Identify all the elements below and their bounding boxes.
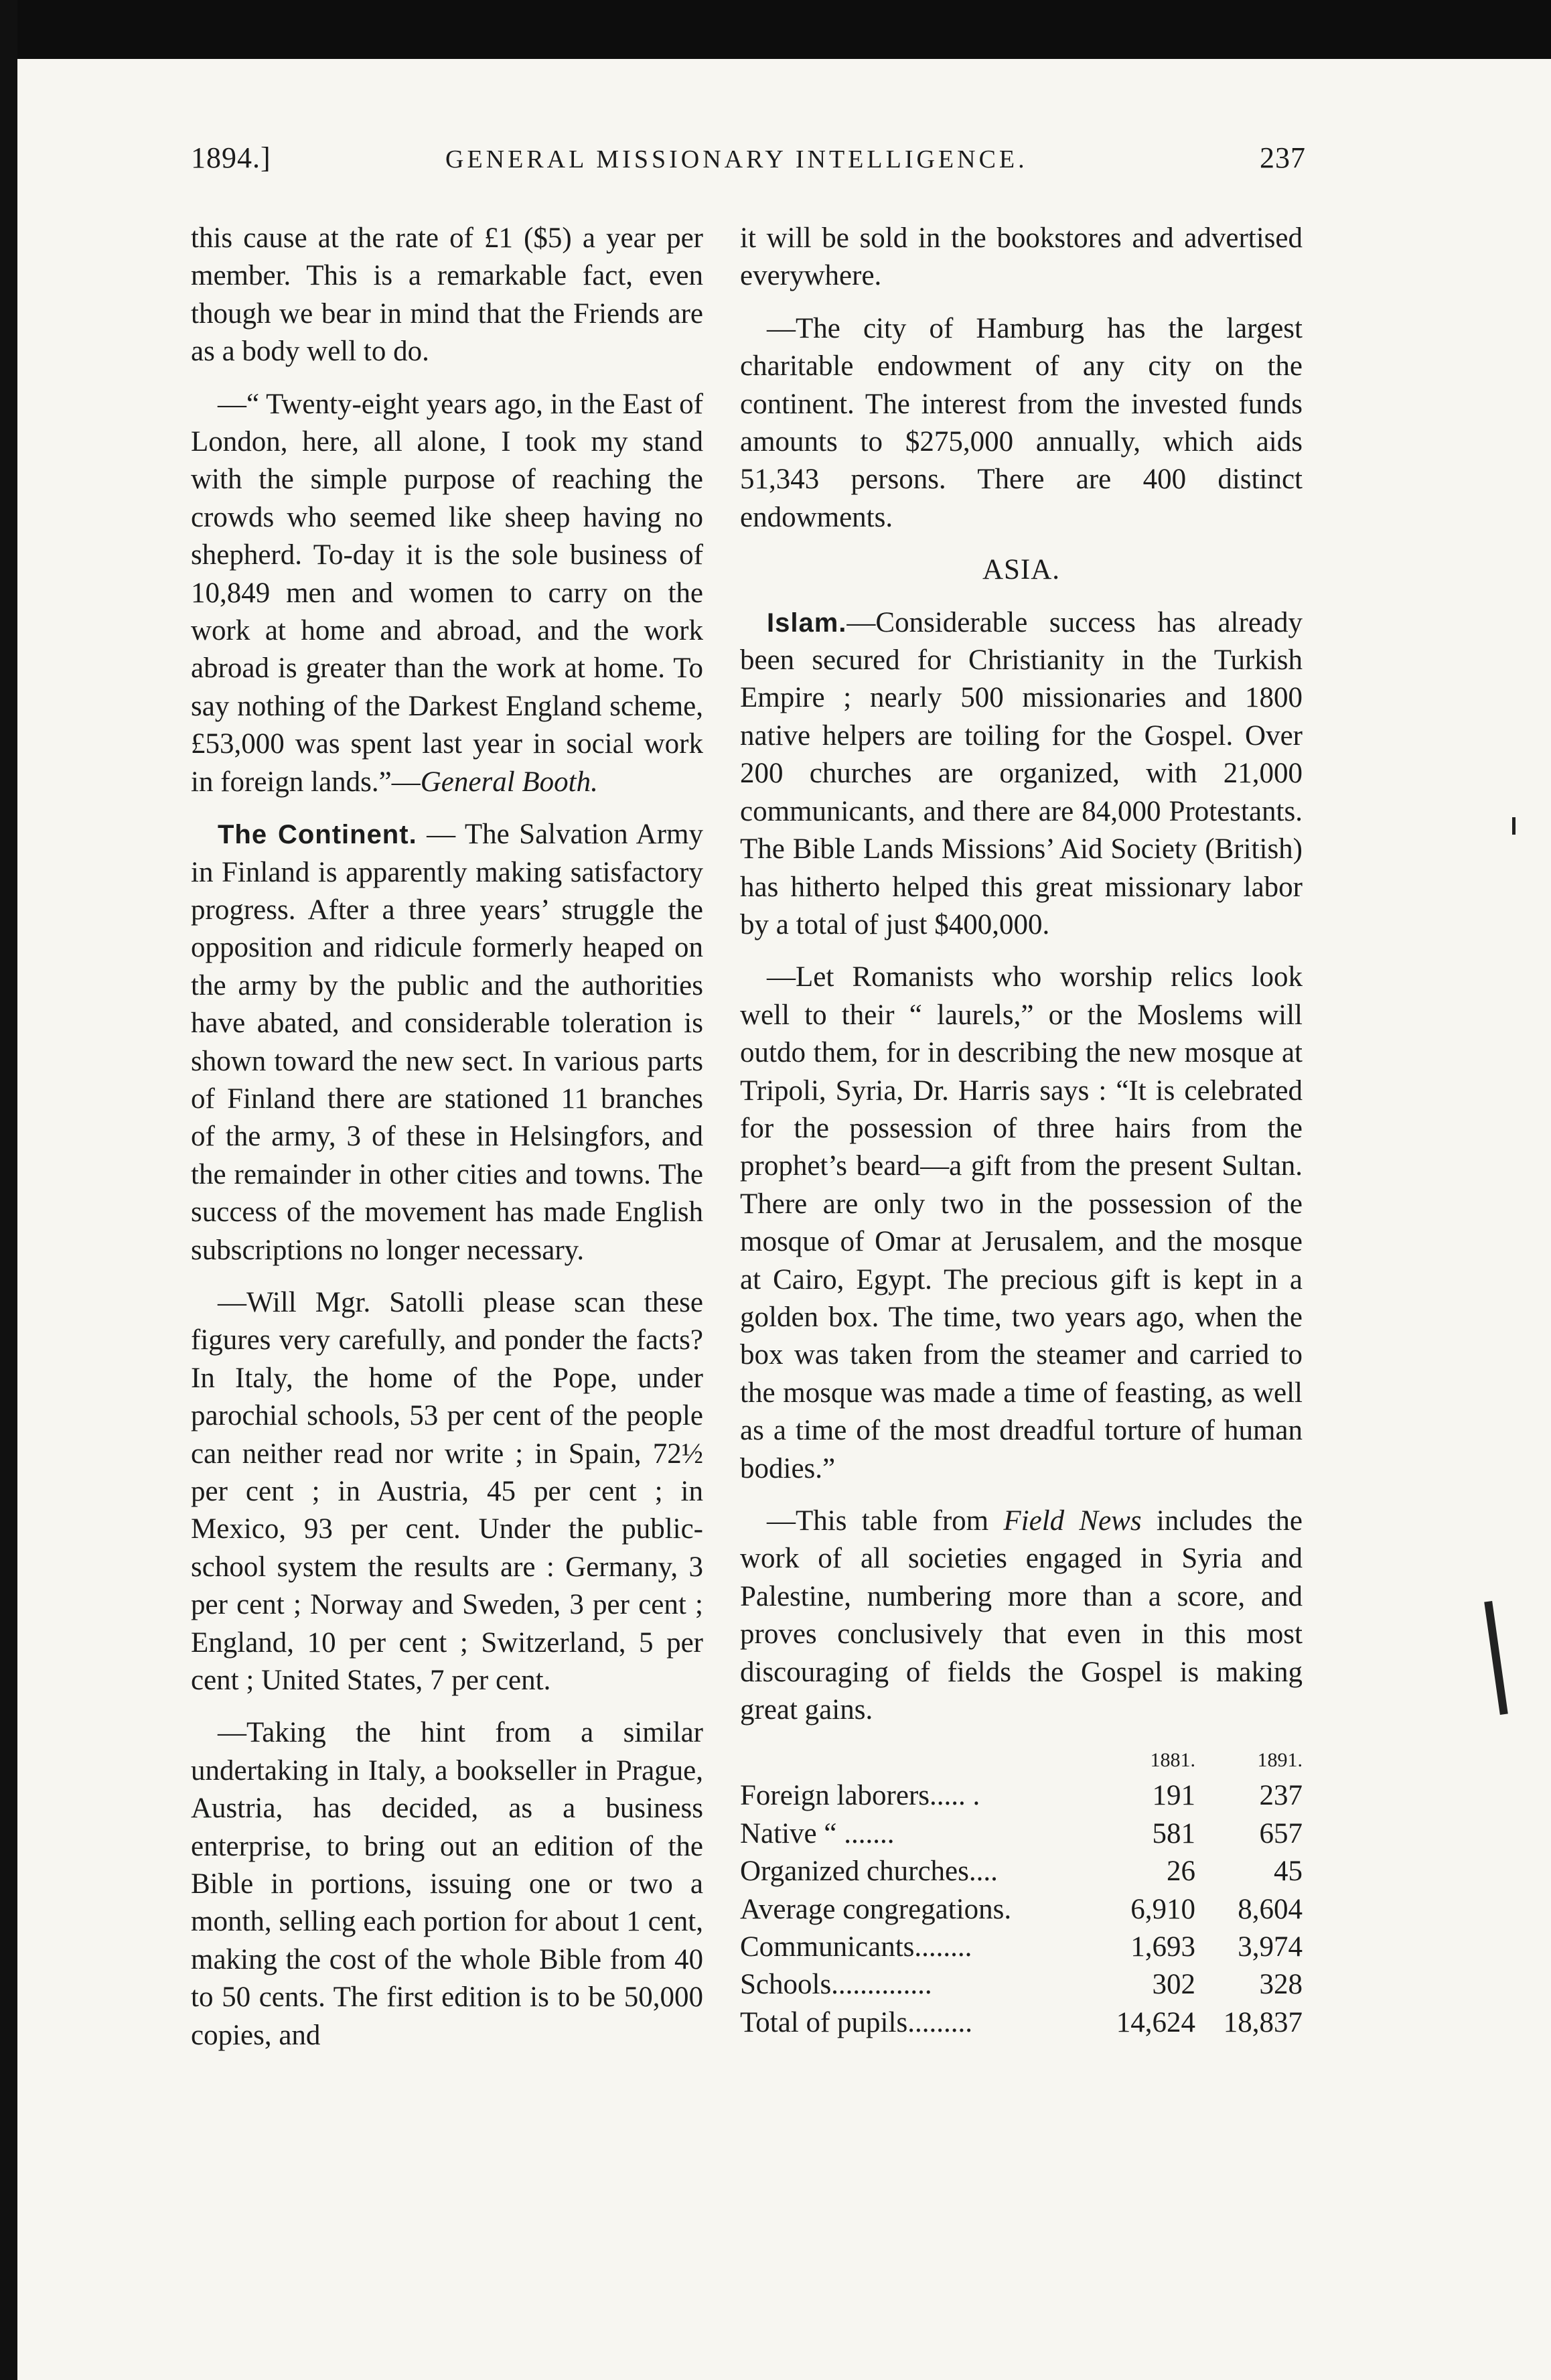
paragraph-hamburg: —The city of Hamburg has the largest charitable endowment of any city on the continent. The interest from the invested funds amounts to $275,000 annually, which aids 51,343 persons. There are 400 distinct endowments. xyxy=(740,312,1303,533)
value-1881: 14,624 xyxy=(1116,2006,1195,2038)
row-label: Organized churches.... xyxy=(740,1856,998,1888)
page-number: 237 xyxy=(1260,141,1306,174)
value-1881: 1,693 xyxy=(1130,1931,1195,1963)
header-title: GENERAL MISSIONARY INTELLIGENCE. xyxy=(445,145,1028,173)
field-news-source: Field News xyxy=(1003,1505,1142,1537)
scan-binding-mark xyxy=(1484,1601,1508,1715)
booth-author: General Booth. xyxy=(420,766,598,798)
value-1891: 657 xyxy=(1259,1817,1303,1849)
paragraph-bible-continued: it will be sold in the bookstores and advertised everywhere. xyxy=(740,222,1303,292)
value-1881: 302 xyxy=(1152,1969,1195,2001)
table-header-blank xyxy=(740,1744,1088,1777)
value-1891: 45 xyxy=(1274,1856,1303,1888)
value-1891: 328 xyxy=(1259,1969,1303,2001)
paragraph-islam xyxy=(740,604,1303,944)
row-label: Total of pupils......... xyxy=(740,2006,972,2038)
table-header-row xyxy=(740,1744,1303,1777)
field-news-before: —This table from xyxy=(767,1505,1004,1537)
row-label: Average congregations. xyxy=(740,1893,1012,1925)
field-news-after: includes the work of all societies engaged in Syria and Palestine, numbering more than a score, and proves conclusively that even in this most discouraging of fields the Gospel is making great gains. xyxy=(740,1505,1303,1726)
value-1891: 3,974 xyxy=(1238,1931,1303,1963)
table-row xyxy=(740,1966,1303,2004)
islam-text: —Considerable success has already been secured for Christianity in the Turkish Empire ; nearly 500 missionaries and 1800 native helpers are toiling for the Gospel. Over 200 churches are organized, with 21,000 communicants, and there are 84,000 Protestants. The Bible Lands Missions’ Aid Society (British) has hitherto helped this great missionary labor by a total of just $400,000. xyxy=(740,606,1303,940)
paragraph-field-news xyxy=(740,1502,1303,1729)
statistics-table xyxy=(740,1744,1303,2042)
booth-quote: —“ Twenty-eight years ago, in the East of London, here, all alone, I took my stand with the simple purpose of reaching the crowds who seemed like sheep having no shepherd. To-day it is the sole business of 10,849 men and women to carry on the work at home and abroad, and the work abroad is greater than the work at home. To say nothing of the Darkest England scheme, £53,000 was spent last year in social work in foreign lands.”— xyxy=(191,388,703,798)
left-column xyxy=(191,220,703,2069)
paragraph-the-continent xyxy=(191,816,703,1269)
row-label: Communicants........ xyxy=(740,1931,972,1963)
lead-islam: Islam. xyxy=(767,608,847,638)
running-header xyxy=(191,141,1306,181)
scan-left-border xyxy=(0,0,17,2380)
scan-top-border xyxy=(0,0,1551,59)
value-1891: 237 xyxy=(1259,1780,1303,1812)
table-row xyxy=(740,1929,1303,1966)
paragraph-friends-continued: this cause at the rate of £1 ($5) a year per member. This is a remarkable fact, even though we bear in mind that the Friends are as a body well to do. xyxy=(191,222,703,368)
continent-text: — The Salvation Army in Finland is apparently making satisfactory progress. After a three years’ struggle the opposition and ridicule formerly heaped on the army by the public and the authorities have abated, and considerable toleration is shown toward the new sect. In various parts of Finland there are stationed 11 branches of the army, 3 of these in Helsingfors, and the remainder in other cities and towns. The success of the movement has made English subscriptions no longer necessary. xyxy=(191,819,703,1266)
value-1891: 18,837 xyxy=(1223,2006,1303,2038)
right-column xyxy=(740,220,1303,2042)
row-label: Foreign laborers..... . xyxy=(740,1780,980,1812)
lead-the-continent: The Continent. xyxy=(218,820,417,850)
section-heading-asia: ASIA. xyxy=(982,554,1061,586)
table-header-1881: 1881. xyxy=(1150,1749,1195,1772)
row-label: Native “ ....... xyxy=(740,1817,895,1849)
value-1881: 191 xyxy=(1152,1780,1195,1812)
value-1881: 26 xyxy=(1167,1856,1195,1888)
row-label: Schools.............. xyxy=(740,1969,932,2001)
paragraph-prague-bible: —Taking the hint from a similar undertaking in Italy, a bookseller in Prague, Austria, has decided, as a business enterprise, to bring out an edition of the Bible in portions, issuing one or two a month, selling each portion for about 1 cent, making the cost of the whole Bible from 40 to 50 cents. The first edition is to be 50,000 copies, and xyxy=(191,1717,703,2051)
table-row xyxy=(740,1853,1303,1890)
table-row xyxy=(740,2004,1303,2042)
paragraph-romanists: —Let Romanists who worship relics look well to their “ laurels,” or the Moslems will outdo them, for in describing the new mosque at Tripoli, Syria, Dr. Harris says : “It is celebrated for the possession of three hairs from the prophet’s beard—a gift from the present Sultan. There are only two in the possession of the mosque of Omar at Jerusalem, and the mosque at Cairo, Egypt. The precious gift is kept in a golden box. The time, two years ago, when the box was taken from the steamer and carried to the mosque was made a time of feasting, as well as a time of the most dreadful torture of human bodies.” xyxy=(740,961,1303,1484)
value-1881: 6,910 xyxy=(1130,1893,1195,1925)
table-row xyxy=(740,1815,1303,1853)
scan-speck xyxy=(1512,817,1516,835)
table-row xyxy=(740,1891,1303,1929)
table-header-1891: 1891. xyxy=(1257,1749,1303,1772)
paragraph-general-booth xyxy=(191,386,703,801)
table-row xyxy=(740,1777,1303,1815)
value-1891: 8,604 xyxy=(1238,1893,1303,1925)
value-1881: 581 xyxy=(1152,1817,1195,1849)
header-year: 1894.] xyxy=(191,141,271,174)
paragraph-satolli: —Will Mgr. Satolli please scan these figures very carefully, and ponder the facts? In Italy, the home of the Pope, under parochial schools, 53 per cent of the people can neither read nor write ; in Spain, 72½ per cent ; in Austria, 45 per cent ; in Mexico, 93 per cent. Under the public-school system the results are : Germany, 3 per cent ; Norway and Sweden, 3 per cent ; England, 10 per cent ; Switzerland, 5 per cent ; United States, 7 per cent. xyxy=(191,1286,703,1697)
